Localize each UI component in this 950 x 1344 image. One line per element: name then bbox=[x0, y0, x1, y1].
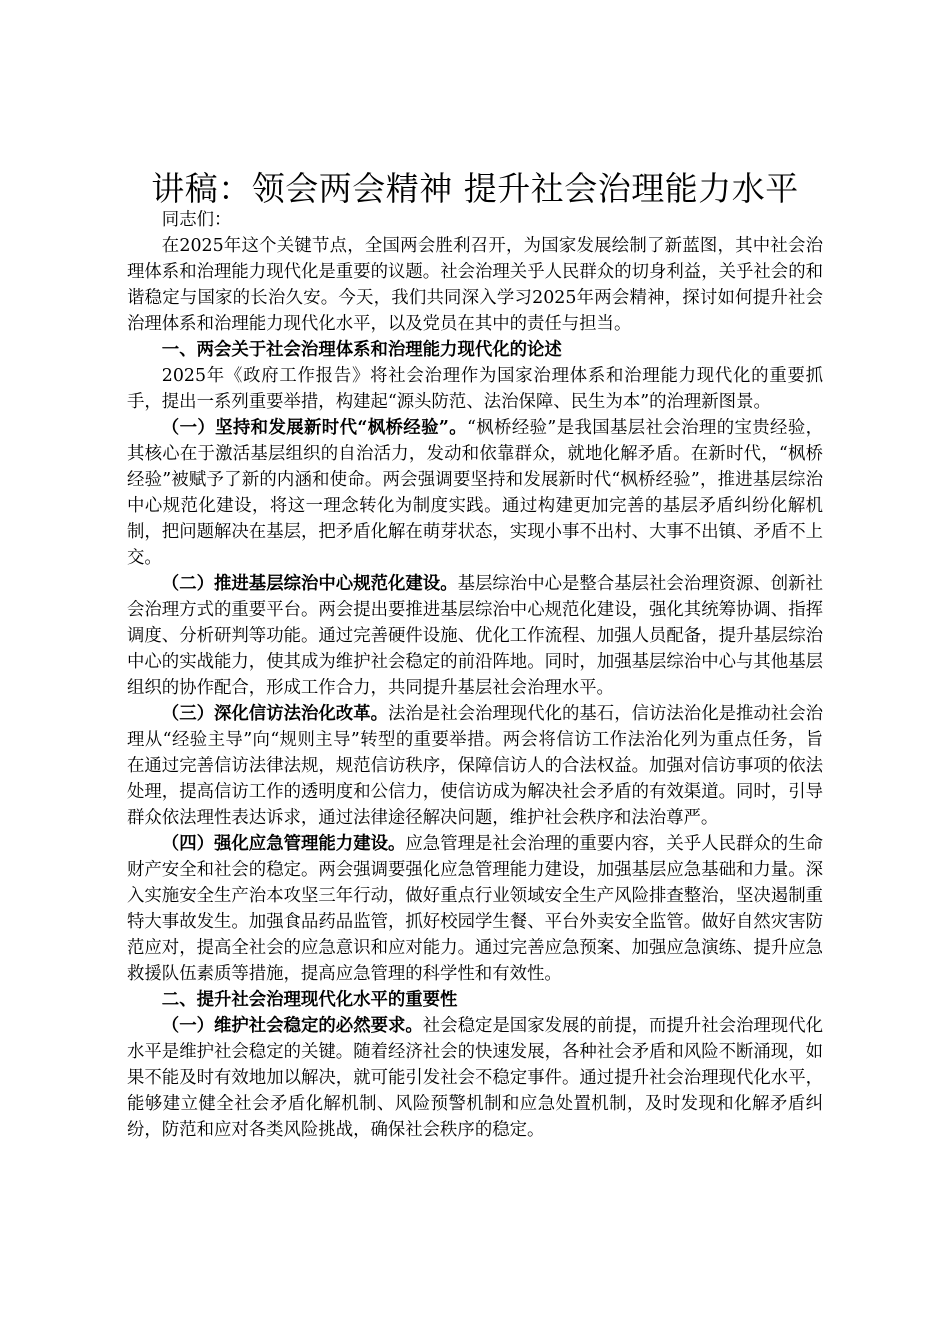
item-text: 应急管理是社会治理的重要内容，关乎人民群众的生命财产安全和社会的稳定。两会强调要强化应急管理能力建设，加强基层应急基础和力量。深入实施安全生产治本攻坚三年行动，做好重点行业领域安全生产风险排查整治，坚决遏制重特大事故发生。加强食品药品监管，抓好校园学生餐、平台外卖安全监管。做好自然灾害防范应对，提高全社会的应急意识和应对能力。通过完善应急预案、加强应急演练、提升应急救援队伍素质等措施，提高应急管理的科学性和有效性。 bbox=[127, 834, 823, 984]
section-1-item-4 bbox=[127, 831, 823, 987]
document-body bbox=[127, 207, 823, 1143]
item-lead: （四）强化应急管理能力建设。 bbox=[161, 834, 406, 854]
section-1-item-2 bbox=[127, 571, 823, 701]
document-title: 讲稿：领会两会精神 提升社会治理能力水平 bbox=[151, 169, 799, 208]
section-2-item-1 bbox=[127, 1013, 823, 1143]
item-lead: （一）坚持和发展新时代“枫桥经验”。 bbox=[161, 418, 468, 438]
section-1-intro: 2025年《政府工作报告》将社会治理作为国家治理体系和治理能力现代化的重要抓手，提出一系列重要举措，构建起“源头防范、法治保障、民生为本”的治理新图景。 bbox=[127, 366, 823, 412]
item-lead: （一）维护社会稳定的必然要求。 bbox=[161, 1016, 423, 1036]
greeting: 同志们： bbox=[161, 210, 232, 230]
item-lead: （三）深化信访法治化改革。 bbox=[161, 704, 388, 724]
section-1-heading: 一、两会关于社会治理体系和治理能力现代化的论述 bbox=[161, 340, 562, 360]
section-1-item-1 bbox=[127, 415, 823, 571]
item-text: 基层综治中心是整合基层社会治理资源、创新社会治理方式的重要平台。两会提出要推进基层综治中心规范化建设，强化其统筹协调、指挥调度、分析研判等功能。通过完善硬件设施、优化工作流程、加强人员配备，提升基层综治中心的实战能力，使其成为维护社会稳定的前沿阵地。同时，加强基层综治中心与其他基层组织的协作配合，形成工作合力，共同提升基层社会治理水平。 bbox=[127, 574, 823, 698]
item-text: 社会稳定是国家发展的前提，而提升社会治理现代化水平是维护社会稳定的关键。随着经济社会的快速发展，各种社会矛盾和风险不断涌现，如果不能及时有效地加以解决，就可能引发社会不稳定事件。通过提升社会治理现代化水平，能够建立健全社会矛盾化解机制、风险预警机制和应急处置机制，及时发现和化解矛盾纠纷，防范和应对各类风险挑战，确保社会秩序的稳定。 bbox=[127, 1016, 823, 1140]
item-lead: （二）推进基层综治中心规范化建设。 bbox=[161, 574, 458, 594]
item-text: 法治是社会治理现代化的基石，信访法治化是推动社会治理从“经验主导”向“规则主导”转型的重要举措。两会将信访工作法治化列为重点任务，旨在通过完善信访法律法规，规范信访秩序，保障信访人的合法权益。加强对信访事项的依法处理，提高信访工作的透明度和公信力，使信访成为解决社会矛盾的有效渠道。同时，引导群众依法理性表达诉求，通过法律途径解决问题，维护社会秩序和法治尊严。 bbox=[127, 704, 823, 828]
section-1-item-3 bbox=[127, 701, 823, 831]
item-text: “枫桥经验”是我国基层社会治理的宝贵经验，其核心在于激活基层组织的自治活力，发动和依靠群众，就地化解矛盾。在新时代，“枫桥经验”被赋予了新的内涵和使命。两会强调要坚持和发展新时代“枫桥经验”，推进基层综治中心规范化建设，将这一理念转化为制度实践。通过构建更加完善的基层矛盾纠纷化解机制，把问题解决在基层，把矛盾化解在萌芽状态，实现小事不出村、大事不出镇、矛盾不上交。 bbox=[127, 418, 823, 568]
intro-paragraph: 在2025年这个关键节点，全国两会胜利召开，为国家发展绘制了新蓝图，其中社会治理体系和治理能力现代化是重要的议题。社会治理关乎人民群众的切身利益，关乎社会的和谐稳定与国家的长治久安。今天，我们共同深入学习2025年两会精神，探讨如何提升社会治理体系和治理能力现代化水平，以及党员在其中的责任与担当。 bbox=[127, 236, 823, 334]
section-2-heading: 二、提升社会治理现代化水平的重要性 bbox=[161, 990, 458, 1010]
